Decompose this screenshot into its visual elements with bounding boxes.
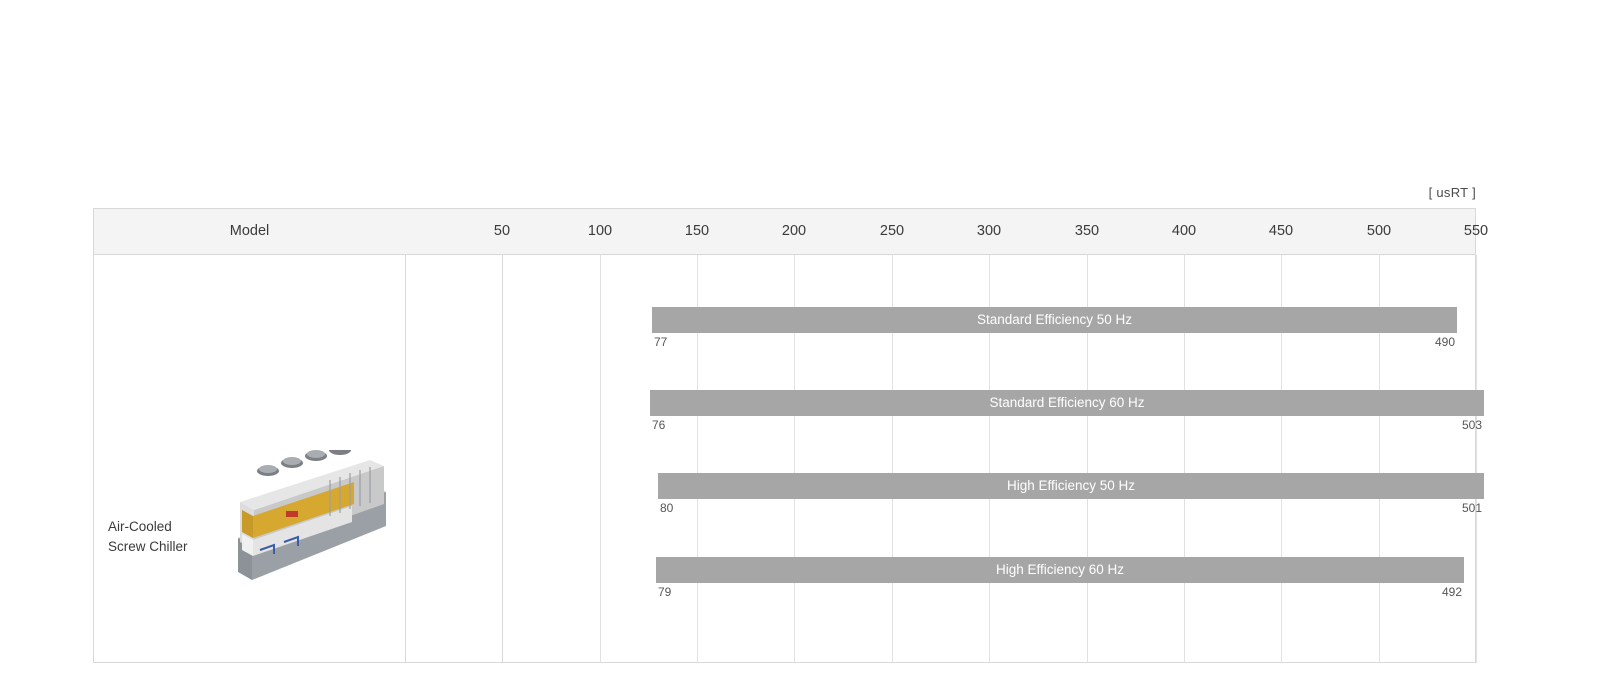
bar-labels-standard-efficiency-60hz <box>650 390 1484 432</box>
x-tick-label-300: 300 <box>976 223 1002 239</box>
gridline-axis-start <box>502 255 503 663</box>
row-label-line2: Screw Chiller <box>108 539 188 554</box>
bar-max-value-standard-efficiency-50hz: 490 <box>1434 335 1455 349</box>
bar-standard-efficiency-50hz: Standard Efficiency 50 Hz <box>652 307 1457 333</box>
x-tick-label-550: 550 <box>1463 223 1489 239</box>
x-tick-label-100: 100 <box>587 223 613 239</box>
x-tick-label-200: 200 <box>781 223 807 239</box>
unit-label: [ usRT ] <box>1428 185 1476 200</box>
bar-min-value-high-efficiency-50hz: 80 <box>660 501 674 515</box>
gridline-model-divider <box>405 255 406 663</box>
column-header-model: Model <box>229 223 270 239</box>
bar-max-value-standard-efficiency-60hz: 503 <box>1461 418 1482 432</box>
bar-standard-efficiency-60hz: Standard Efficiency 60 Hz <box>650 390 1484 416</box>
bar-max-value-high-efficiency-60hz: 492 <box>1441 585 1462 599</box>
bar-min-value-high-efficiency-60hz: 79 <box>658 585 672 599</box>
bar-min-value-standard-efficiency-50hz: 77 <box>654 335 668 349</box>
x-tick-label-500: 500 <box>1366 223 1392 239</box>
chart-body <box>93 208 1489 663</box>
bar-high-efficiency-60hz: High Efficiency 60 Hz <box>656 557 1464 583</box>
x-tick-label-400: 400 <box>1171 223 1197 239</box>
gridline-100 <box>600 255 601 663</box>
air-cooled-screw-chiller-photo <box>234 450 399 595</box>
bar-min-value-standard-efficiency-60hz: 76 <box>652 418 666 432</box>
row-label-line1: Air-Cooled <box>108 519 172 534</box>
x-tick-label-350: 350 <box>1074 223 1100 239</box>
plot-area <box>94 255 1482 663</box>
chart-header-row <box>94 209 1489 255</box>
x-tick-label-150: 150 <box>684 223 710 239</box>
bar-labels-standard-efficiency-50hz <box>652 307 1457 349</box>
bar-labels-high-efficiency-50hz <box>658 473 1484 515</box>
row-label <box>108 517 228 557</box>
x-tick-label-450: 450 <box>1268 223 1294 239</box>
bar-high-efficiency-50hz: High Efficiency 50 Hz <box>658 473 1484 499</box>
x-tick-label-250: 250 <box>879 223 905 239</box>
bar-labels-high-efficiency-60hz <box>656 557 1464 599</box>
x-tick-label-50: 50 <box>493 223 511 239</box>
gridline-550 <box>1476 255 1477 663</box>
bar-max-value-high-efficiency-50hz: 501 <box>1461 501 1482 515</box>
